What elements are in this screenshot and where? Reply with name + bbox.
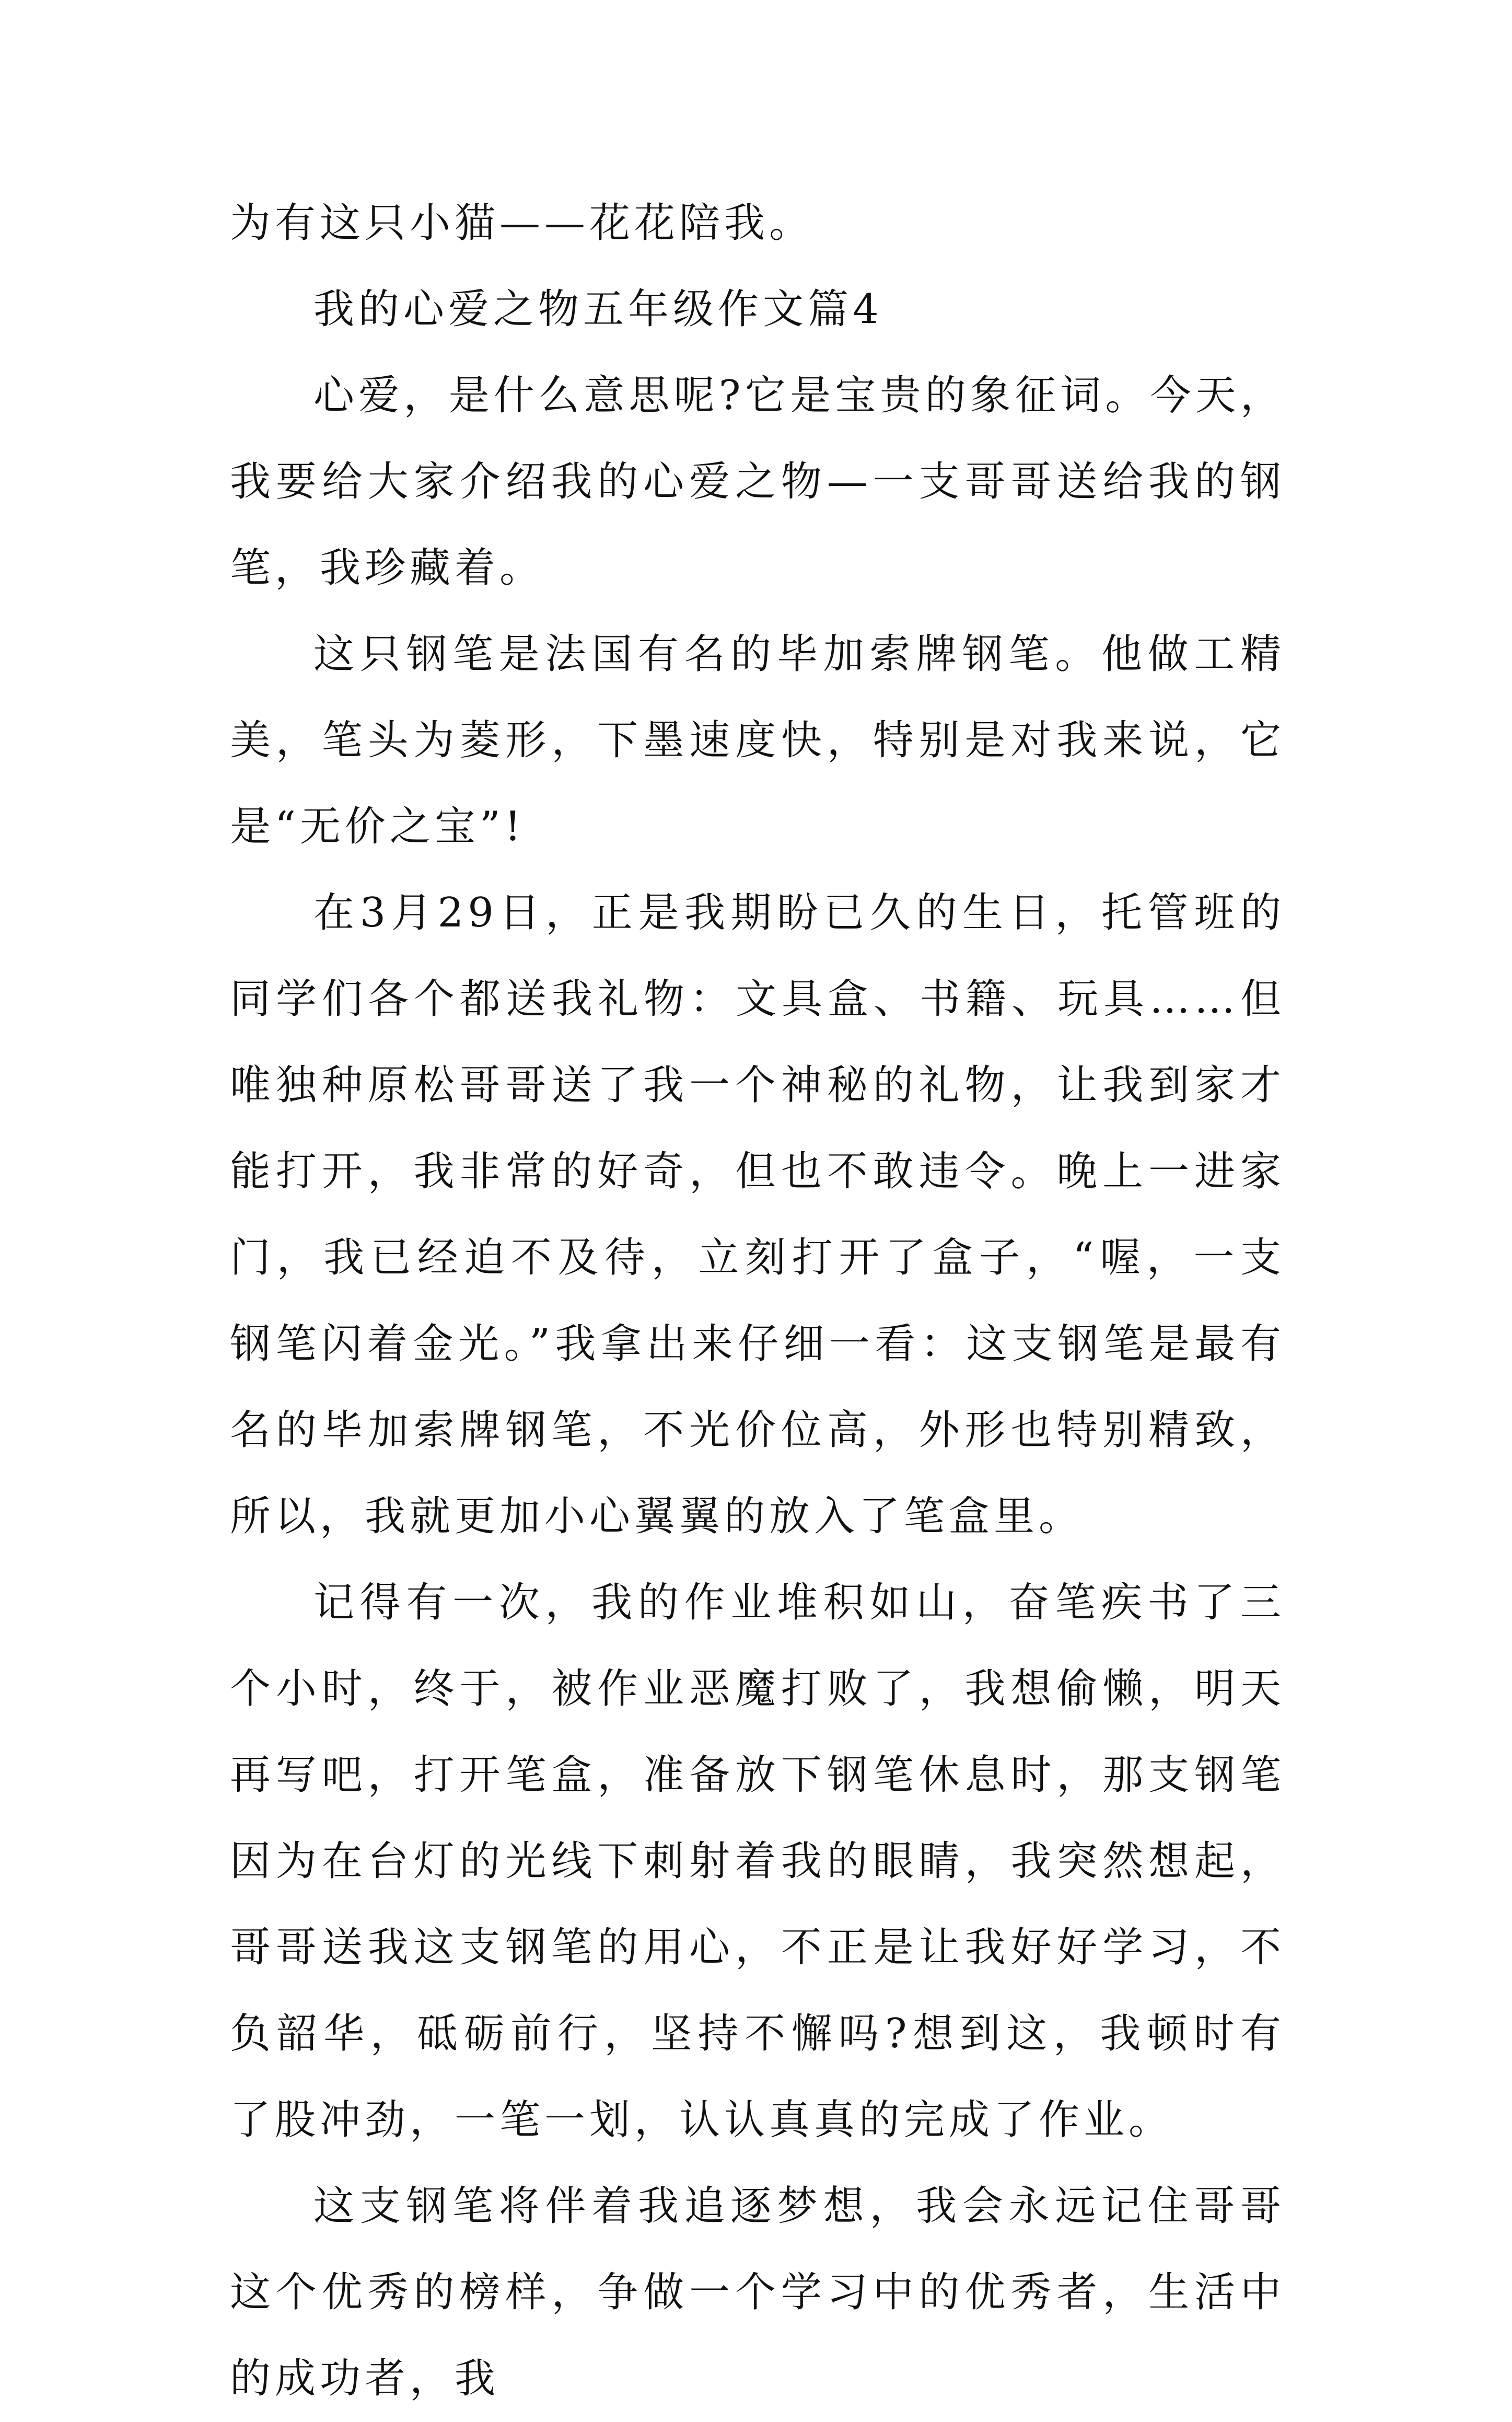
paragraph-3: 在3月29日，正是我期盼已久的生日，托管班的同学们各个都送我礼物：文具盒、书籍、玩具……但唯独种原松哥哥送了我一个神秘的礼物，让我到家才能打开，我非常的好奇，但也不敢违令。晚上一进家门，我已经迫不及待，立刻打开了盒子，“喔，一支钢笔闪着金光。”我拿出来仔细一看：这支钢笔是最有名的毕加索牌钢笔，不光价位高，外形也特别精致，所以，我就更加小心翼翼的放入了笔盒里。 [230,889,1285,1540]
essay-heading: 我的心爱之物五年级作文篇4 [313,286,883,333]
paragraph-5: 这支钢笔将伴着我追逐梦想，我会永远记住哥哥这个优秀的榜样，争做一个学习中的优秀者，生活中的成功者，我 [230,2183,1285,2402]
paragraph-4: 记得有一次，我的作业堆积如山，奋笔疾书了三个小时，终于，被作业恶魔打败了，我想偷懒，明天再写吧，打开笔盒，准备放下钢笔休息时，那支钢笔因为在台灯的光线下刺射着我的眼睛，我突然想起，哥哥送我这支钢笔的用心，不正是让我好好学习，不负韶华，砥砺前行，坚持不懈吗?想到这，我顿时有了股冲劲，一笔一划，认认真真的完成了作业。 [230,1579,1285,2143]
document-body [230,180,1285,2422]
paragraph-2: 这只钢笔是法国有名的毕加索牌钢笔。他做工精美，笔头为菱形，下墨速度快，特别是对我来说，它是“无价之宝”! [230,631,1285,850]
paragraph-1: 心爱，是什么意思呢?它是宝贵的象征词。今天，我要给大家介绍我的心爱之物—一支哥哥送给我的钢笔，我珍藏着。 [230,372,1285,592]
paragraph-continuation: 为有这只小猫——花花陪我。 [230,200,815,247]
